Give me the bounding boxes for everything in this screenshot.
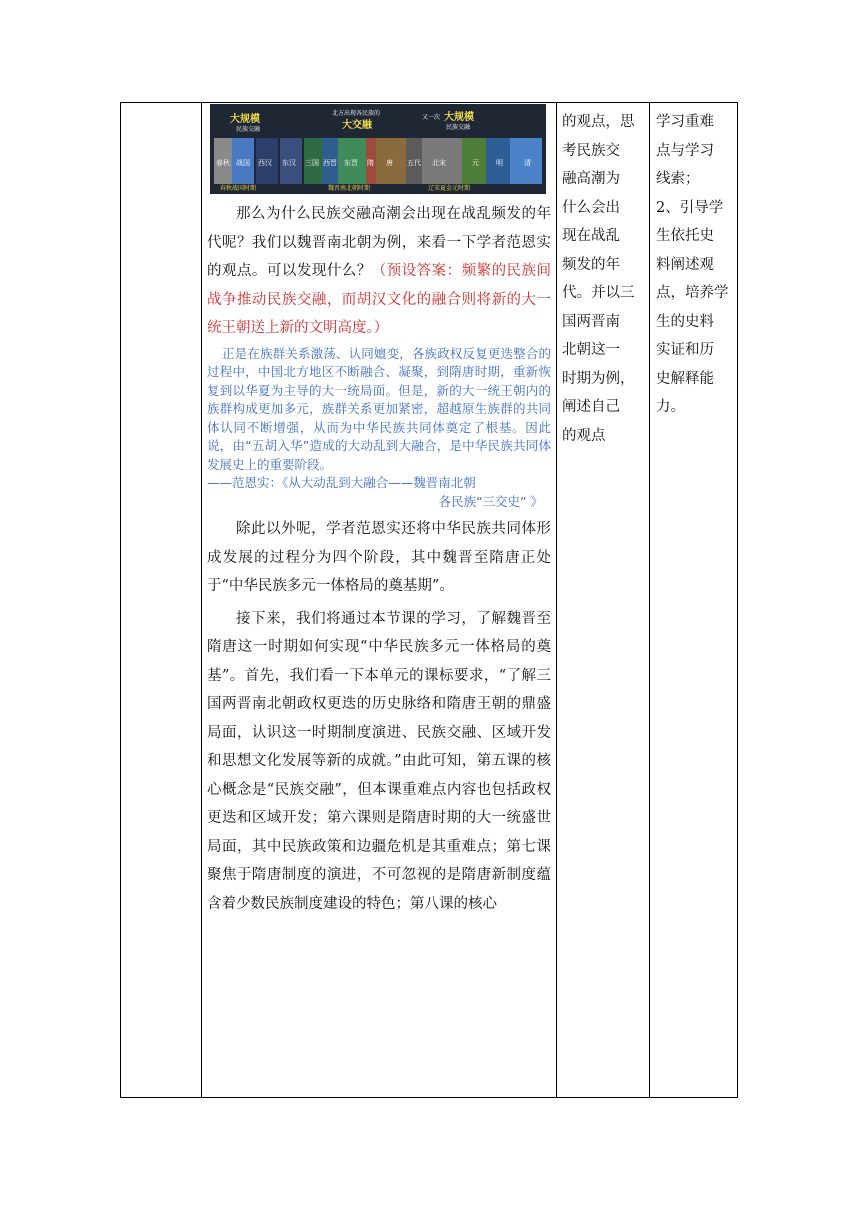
design-intent-line: 史解释能 — [656, 370, 714, 387]
design-intent-line: 生依托史 — [656, 228, 714, 244]
design-intent-cell — [656, 108, 732, 422]
figure-header-mid-big: 大交融 — [342, 120, 372, 131]
band-label-9: 五代 — [407, 159, 421, 167]
band-label-13: 清 — [524, 159, 531, 167]
band-label-12: 明 — [496, 159, 503, 167]
design-intent-line: 实证和历 — [656, 342, 714, 358]
design-intent-line: 学习重难 — [656, 114, 714, 130]
student-activity-line: 什么会出 — [562, 199, 620, 216]
paragraph-lesson-intro: 接下来，我们将通过本节课的学习，了解魏晋至隋唐这一时期如何实现“中华民族多元一体格局的奠基”。首先，我们看一下本单元的课标要求，“了解三国两晋南北朝政权更迭的历史脉络和隋唐王朝的鼎盛局面，认识这一时期制度演进、民族交融、区域开发和思想文化发展等新的成就。”由此可知，第五课的核心概念是“民族交融”，但本课重难点内容也包括政权更迭和区域开发；第六课则是隋唐时期的大一统盛世局面，其中民族政策和边疆危机是其重难点；第七课聚焦于隋唐制度的演进，不可忽视的是隋唐新制度蕴含着少数民族制度建设的特色；第八课的核心 — [207, 610, 551, 912]
student-activity-line: 现在战乱 — [562, 228, 620, 244]
figure-header-mid-top: 北方出现各民族的 — [332, 110, 381, 117]
ethnic-fusion-timeline-image — [210, 104, 546, 194]
table-border-right — [737, 102, 738, 1098]
figure-header-right-big: 大规模 — [444, 112, 474, 123]
design-intent-line: 2、引导学 — [656, 199, 724, 216]
table-border-bottom — [120, 1097, 738, 1098]
figure-header-right-small: 民族交融 — [446, 124, 471, 131]
student-activity-line: 阐述自己 — [562, 399, 620, 415]
design-intent-line: 点，培养学 — [656, 285, 729, 301]
table-border-col1 — [201, 102, 202, 1098]
era-label-right: 辽宋夏金元时期 — [428, 185, 471, 192]
student-activity-line: 时期为例， — [562, 370, 635, 387]
quote-citation-line2: 各民族“三交史” 》 — [438, 493, 543, 509]
band-label-4: 三国 — [305, 159, 319, 167]
table-border-col2 — [556, 102, 557, 1098]
student-activity-line: 代。并以三 — [562, 285, 635, 301]
preset-answer: （预设答案：频繁的民族间战争推动民族交融，而胡汉文化的融合则将新的大一统王朝送上新的文明高度。） — [207, 263, 551, 336]
student-activity-line: 考民族交 — [562, 142, 620, 159]
paragraph-four-stages: 除此以外呢，学者范恩实还将中华民族共同体形成发展的过程分为四个阶段，其中魏晋至隋唐正处于“中华民族多元一体格局的奠基期”。 — [207, 521, 551, 594]
band-label-5: 西晋 — [323, 159, 337, 167]
design-intent-line: 力。 — [656, 399, 685, 415]
band-label-3: 东汉 — [282, 159, 296, 167]
band-label-10: 北宋 — [432, 159, 446, 167]
era-label-mid: 魏晋南北朝时期 — [328, 185, 371, 192]
table-border-left — [120, 102, 121, 1098]
quote-citation-line1: ——范恩实：《从大动乱到大融合——魏晋南北朝 — [207, 475, 476, 490]
table-border-col3 — [649, 102, 650, 1098]
design-intent-line: 点与学习 — [656, 142, 714, 159]
student-activity-line: 北朝这一 — [562, 342, 620, 358]
figure-header-right-prefix: 又一次 — [422, 114, 441, 121]
scholar-quote: 正是在族群关系激荡、认同嬗变，各族政权反复更迭整合的过程中，中国北方地区不断融合、凝聚，到隋唐时期，重新恢复到以华夏为主导的大一统局面。但是，新的大一统王朝内的族群构成更加多元，族群关系更加紧密，超越原生族群的共同体认同不断增强，从而为中华民族共同体奠定了根基。因此说，由“五胡入华”造成的大动乱到大融合，是中华民族共同体发展史上的重要阶段。 — [207, 345, 551, 472]
band-label-0: 春秋 — [216, 159, 230, 167]
figure-header-left-small: 民族交融 — [236, 126, 261, 133]
student-activity-line: 频发的年 — [562, 256, 620, 273]
design-intent-line: 料阐述观 — [656, 256, 714, 273]
paragraph-question — [207, 200, 551, 343]
student-activity-line: 的观点，思 — [562, 114, 635, 130]
student-activity-line: 融高潮为 — [562, 171, 620, 187]
student-activity-line: 国两晋南 — [562, 313, 620, 330]
student-activity-cell — [562, 108, 644, 450]
figure-header-left-big: 大规模 — [230, 114, 260, 125]
era-label-left: 春秋战国时期 — [220, 185, 257, 192]
band-label-1: 战国 — [236, 159, 250, 167]
design-intent-line: 线索； — [656, 171, 700, 187]
design-intent-line: 生的史料 — [656, 313, 714, 330]
student-activity-line: 的观点 — [562, 427, 606, 444]
table-border-top — [120, 102, 738, 103]
band-label-11: 元 — [472, 159, 479, 167]
main-content-cell — [207, 104, 551, 918]
band-label-6: 东晋 — [344, 159, 358, 167]
question-text: 那么为什么民族交融高潮会出现在战乱频发的年代呢？我们以魏晋南北朝为例，来看一下学者范恩实的观点。可以发现什么？ — [207, 206, 551, 279]
band-label-2: 西汉 — [258, 159, 272, 167]
band-label-7: 隋 — [367, 159, 374, 167]
band-label-8: 唐 — [386, 159, 393, 167]
